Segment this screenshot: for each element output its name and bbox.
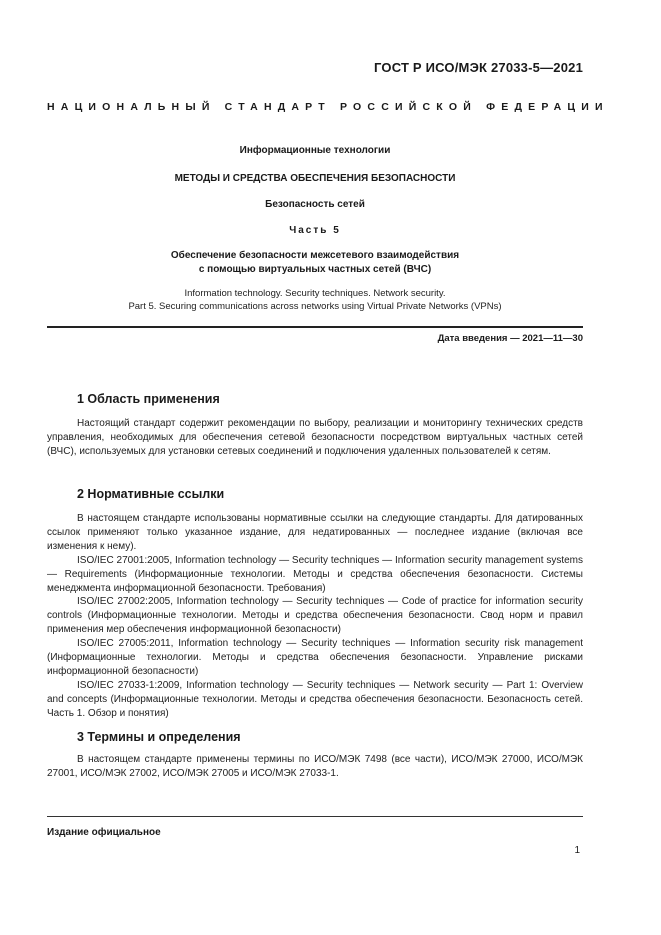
- official-edition-label: Издание официальное: [47, 827, 161, 838]
- title-subject: [47, 249, 583, 277]
- section-2-paragraph-intro: В настоящем стандарте использованы нормативные ссылки на следующие стандарты. Для датированных ссылок применяют только указанное издание, для недатированных — последнее издание (включая все изменения к нему).: [47, 513, 583, 552]
- title-part: Часть 5: [289, 225, 341, 236]
- title-divider: [47, 326, 583, 328]
- national-standard-banner: НАЦИОНАЛЬНЫЙ СТАНДАРТ РОССИЙСКОЙ ФЕДЕРАЦИИ: [47, 101, 609, 113]
- section-2-title: 2 Нормативные ссылки: [77, 487, 225, 501]
- page-number: 1: [574, 845, 580, 856]
- section-3-title: 3 Термины и определения: [77, 730, 241, 744]
- title-subject-line1: Обеспечение безопасности межсетевого взаимодействия: [170, 250, 460, 261]
- footer-divider: [47, 816, 583, 817]
- section-2-body: [47, 512, 583, 721]
- section-3-body: [47, 753, 583, 781]
- title-sub: Безопасность сетей: [265, 199, 365, 210]
- title-main: МЕТОДЫ И СРЕДСТВА ОБЕСПЕЧЕНИЯ БЕЗОПАСНОСТИ: [174, 173, 456, 184]
- reference-iso-27033-1: ISO/IEC 27033-1:2009, Information technology — Security techniques — Network security — Part 1: Overview and concepts (Информационные технологии. Методы и средства обеспечения безопасности. Безопасность сетей. Часть 1. Обзор и понятия): [47, 679, 583, 719]
- section-3-paragraph: В настоящем стандарте применены термины по ИСО/МЭК 7498 (все части), ИСО/МЭК 27000, ИСО/МЭК 27001, ИСО/МЭК 27002, ИСО/МЭК 27005 и ИСО/МЭК 27033-1.: [47, 754, 583, 779]
- english-title-line2: Part 5. Securing communications across networks using Virtual Private Networks (VPNs): [128, 301, 502, 312]
- section-1-title: 1 Область применения: [77, 392, 220, 406]
- introduction-date: Дата введения — 2021—11—30: [437, 333, 583, 344]
- reference-iso-27001: ISO/IEC 27001:2005, Information technology — Security techniques — Information security management systems — Requirements (Информационные технологии. Методы и средства обеспечения безопасности. Системы менеджмента информационной безопасности. Требования): [47, 554, 583, 594]
- title-subject-line2: с помощью виртуальных частных сетей (ВЧС): [198, 264, 432, 275]
- english-title-line1: Information technology. Security techniques. Network security.: [184, 288, 446, 299]
- english-title: [47, 287, 583, 313]
- reference-iso-27002: ISO/IEC 27002:2005, Information technology — Security techniques — Code of practice for information security controls (Информационные технологии. Методы и средства обеспечения безопасности. Свод норм и правил применения мер обеспечения информационной безопасности): [47, 596, 583, 636]
- standard-designation: ГОСТ Р ИСО/МЭК 27033-5—2021: [374, 60, 583, 75]
- section-1-body: [47, 417, 583, 459]
- reference-iso-27005: ISO/IEC 27005:2011, Information technology — Security techniques — Information security risk management (Информационные технологии. Методы и средства обеспечения безопасности. Управление рисками информационной безопасности): [47, 638, 583, 677]
- title-block: [47, 143, 583, 313]
- section-1-paragraph: Настоящий стандарт содержит рекомендации по выбору, реализации и мониторингу технических средств управления, необходимых для обеспечения сетевой безопасности посредством виртуальных частных сетей (ВЧС), используемых для установки сетевых соединений и подключения удаленных пользователей к сетям.: [47, 418, 583, 457]
- title-group: Информационные технологии: [239, 145, 391, 156]
